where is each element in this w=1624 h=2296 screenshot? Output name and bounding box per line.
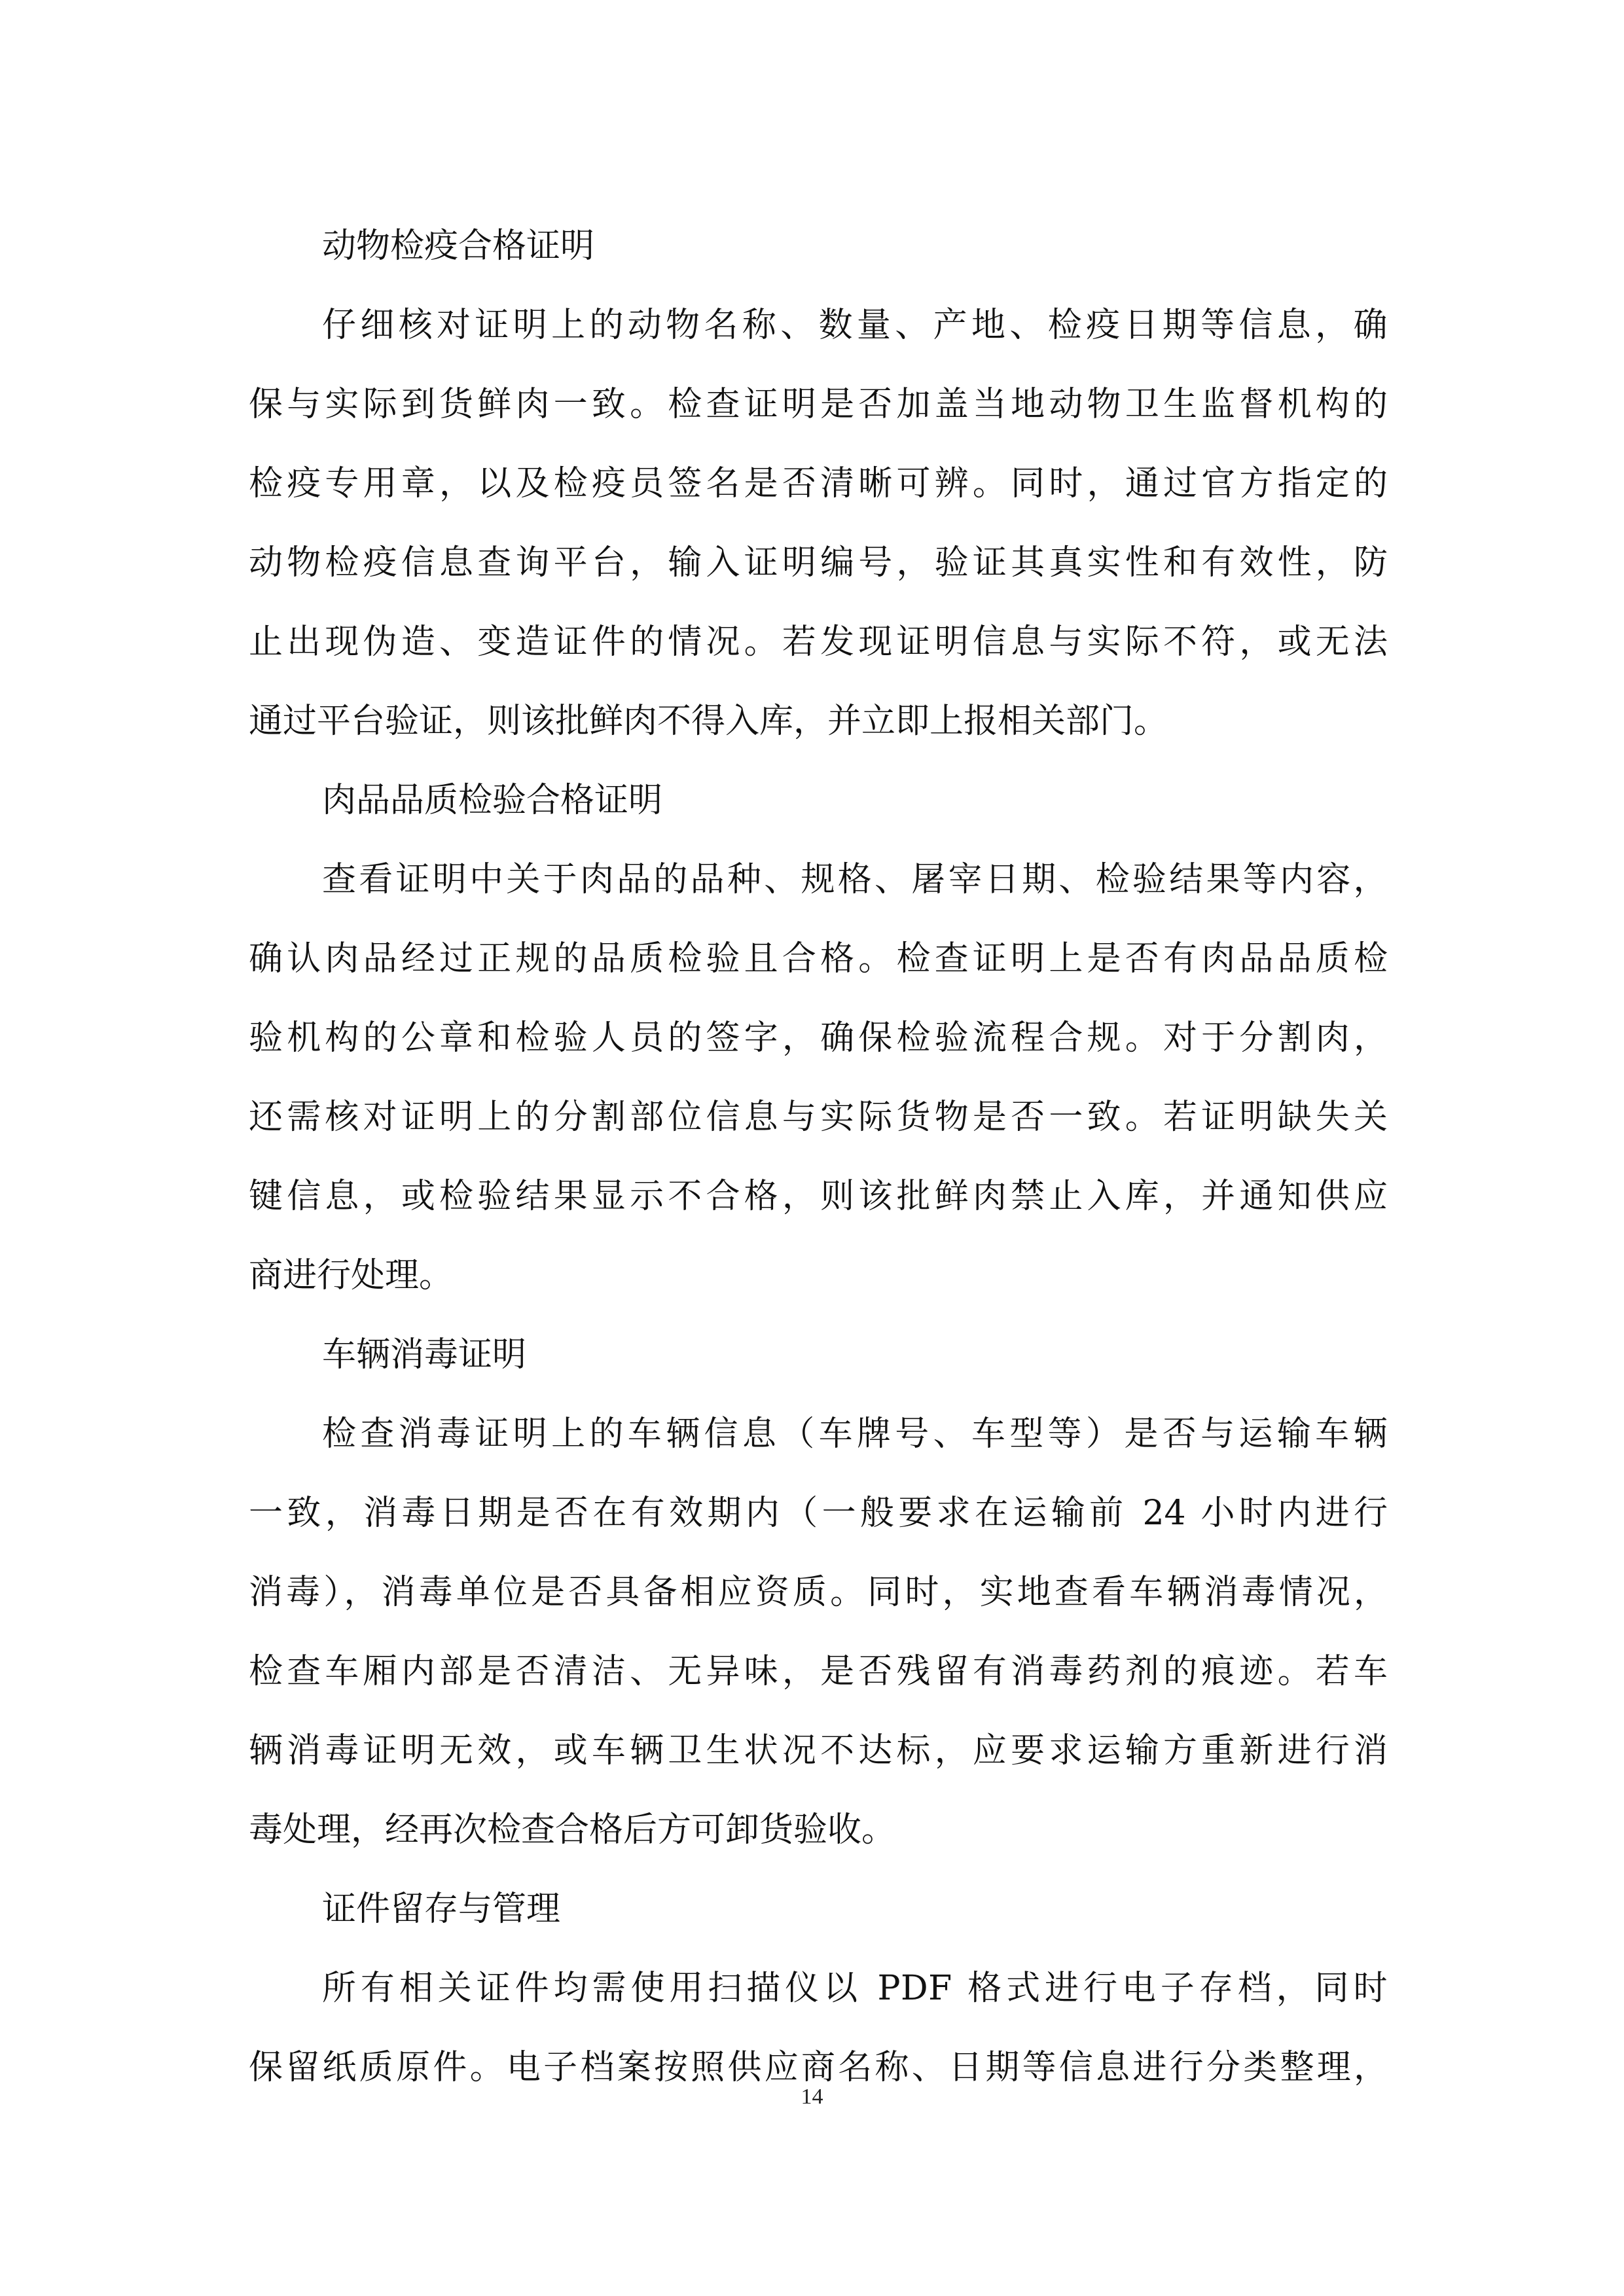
paragraph-line: 所有相关证件均需使用扫描仪以 PDF 格式进行电子存档，同时 [322, 1969, 1388, 2008]
paragraph-line: 查看证明中关于肉品的品种、规格、屠宰日期、检验结果等内容， [322, 860, 1388, 899]
paragraph-line: 通过平台验证，则该批鲜肉不得入库，并立即上报相关部门。 [249, 702, 1168, 741]
paragraph-line: 检疫专用章，以及检疫员签名是否清晰可辨。同时，通过官方指定的 [249, 464, 1388, 503]
paragraph-line: 消毒），消毒单位是否具备相应资质。同时，实地查看车辆消毒情况， [249, 1573, 1388, 1612]
paragraph-line: 仔细核对证明上的动物名称、数量、产地、检疫日期等信息，确 [322, 306, 1388, 345]
paragraph-line: 保与实际到货鲜肉一致。检查证明是否加盖当地动物卫生监督机构的 [249, 385, 1388, 424]
section-heading: 车辆消毒证明 [322, 1335, 527, 1374]
paragraph-line: 检查消毒证明上的车辆信息（车牌号、车型等）是否与运输车辆 [322, 1414, 1388, 1454]
paragraph-line: 辆消毒证明无效，或车辆卫生状况不达标，应要求运输方重新进行消 [249, 1731, 1388, 1770]
paragraph-line: 毒处理，经再次检查合格后方可卸货验收。 [249, 1810, 896, 1850]
page-number: 14 [801, 2085, 823, 2109]
paragraph-line: 动物检疫信息查询平台，输入证明编号，验证其真实性和有效性，防 [249, 543, 1388, 583]
paragraph-line: 键信息，或检验结果显示不合格，则该批鲜肉禁止入库，并通知供应 [249, 1177, 1388, 1216]
paragraph-line: 验机构的公章和检验人员的签字，确保检验流程合规。对于分割肉， [249, 1018, 1388, 1058]
paragraph-line: 商进行处理。 [249, 1256, 454, 1295]
paragraph-line: 还需核对证明上的分割部位信息与实际货物是否一致。若证明缺失关 [249, 1098, 1388, 1137]
paragraph-line: 检查车厢内部是否清洁、无异味，是否残留有消毒药剂的痕迹。若车 [249, 1652, 1388, 1691]
document-body [249, 207, 1388, 2108]
section-heading: 动物检疫合格证明 [322, 226, 595, 266]
section-heading: 证件留存与管理 [322, 1890, 561, 1929]
paragraph-line: 保留纸质原件。电子档案按照供应商名称、日期等信息进行分类整理， [249, 2048, 1388, 2087]
paragraph-line: 确认肉品经过正规的品质检验且合格。检查证明上是否有肉品品质检 [249, 939, 1388, 978]
paragraph-line: 止出现伪造、变造证件的情况。若发现证明信息与实际不符，或无法 [249, 622, 1388, 662]
paragraph-line: 一致，消毒日期是否在有效期内（一般要求在运输前 24 小时内进行 [249, 1494, 1388, 1533]
section-heading: 肉品品质检验合格证明 [322, 781, 663, 820]
